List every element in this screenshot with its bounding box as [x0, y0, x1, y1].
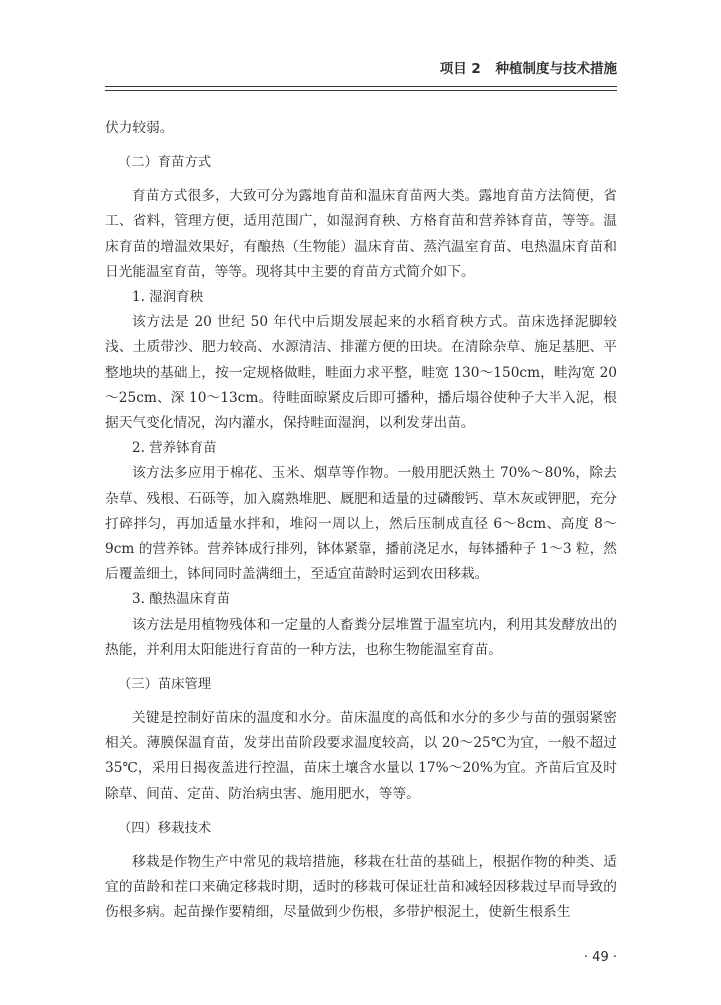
- item-2-text: 该方法多应用于棉花、玉米、烟草等作物。一般用肥沃熟土 70%～80%，除去杂草、残根、石砾等，加入腐熟堆肥、厩肥和适量的过磷酸钙、草木灰或钾肥，充分打碎拌匀，再加适量水拌和，堆闷一周以上，然后压制成直径 6～8cm、高度 8～9cm 的营养钵。营养钵成行排列，钵体紧靠，播前浇足水，每钵播种子 1～3 粒，然后覆盖细土，钵间同时盖满细土，至适宜苗龄时运到农田移栽。: [105, 465, 617, 583]
- item-2-title: 2. 营养钵育苗: [132, 440, 217, 457]
- header-title: 种植制度与技术措施: [495, 61, 617, 77]
- header-project: 项目 2: [439, 61, 481, 77]
- section-4-paragraph: 移栽是作物生产中常见的栽培措施，移栽在壮苗的基础上，根据作物的种类、适宜的苗龄和茬口来确定移栽时期，适时的移栽可保证壮苗和减轻因移栽过早而导致的伤根多病。起苗操作要精细，尽量做到少伤根，多带护根泥土，使新生根系生: [105, 853, 617, 921]
- section-heading-4: （四）移栽技术: [118, 820, 212, 836]
- page-body: [105, 116, 617, 925]
- running-header: [105, 60, 617, 92]
- header-rule-thick: [105, 86, 617, 87]
- section-3-paragraph: 关键是控制好苗床的温度和水分。苗床温度的高低和水分的多少与苗的强弱紧密相关。薄膜保温育苗，发芽出苗阶段要求温度较高，以 20～25℃为宜，一般不超过 35℃，采用日揭夜盖进行控温，苗床土壤含水量以 17%～20%为宜。齐苗后宜及时除草、间苗、定苗、防治病虫害、施用肥水，等等。: [105, 710, 617, 802]
- item-1-text: 该方法是 20 世纪 50 年代中后期发展起来的水稻育秧方式。苗床选择泥脚较浅、土质带沙、肥力较高、水源清洁、排灌方便的田块。在清除杂草、施足基肥、平整地块的基础上，按一定规格做畦，畦面力求平整，畦宽 130～150cm，畦沟宽 20～25cm、深 10～13cm。待畦面晾紧皮后即可播种，播后塌谷使种子大半入泥，根据天气变化情况，沟内灌水，保持畦面湿润，以利发芽出苗。: [105, 314, 617, 432]
- section-heading-2: （二）育苗方式: [118, 155, 212, 171]
- item-1-title: 1. 湿润育秧: [132, 289, 204, 306]
- intro-line: 伏力较弱。: [105, 120, 174, 136]
- header-rule-thin: [105, 90, 617, 91]
- item-3-title: 3. 酿热温床育苗: [132, 591, 231, 608]
- section-2-paragraph: 育苗方式很多，大致可分为露地育苗和温床育苗两大类。露地育苗方法简便，省工、省料，管理方便，适用范围广，如湿润育秧、方格育苗和营养钵育苗，等等。温床育苗的增温效果好，有酿热（生物能）温床育苗、蒸汽温室育苗、电热温床育苗和日光能温室育苗，等等。现将其中主要的育苗方式简介如下。: [105, 188, 617, 280]
- item-3-text: 该方法是用植物残体和一定量的人畜粪分层堆置于温室坑内，利用其发酵放出的热能，并利用太阳能进行育苗的一种方法，也称生物能温室育苗。: [105, 616, 617, 658]
- section-heading-3: （三）苗床管理: [118, 677, 212, 693]
- page-number: · 49 ·: [583, 950, 617, 965]
